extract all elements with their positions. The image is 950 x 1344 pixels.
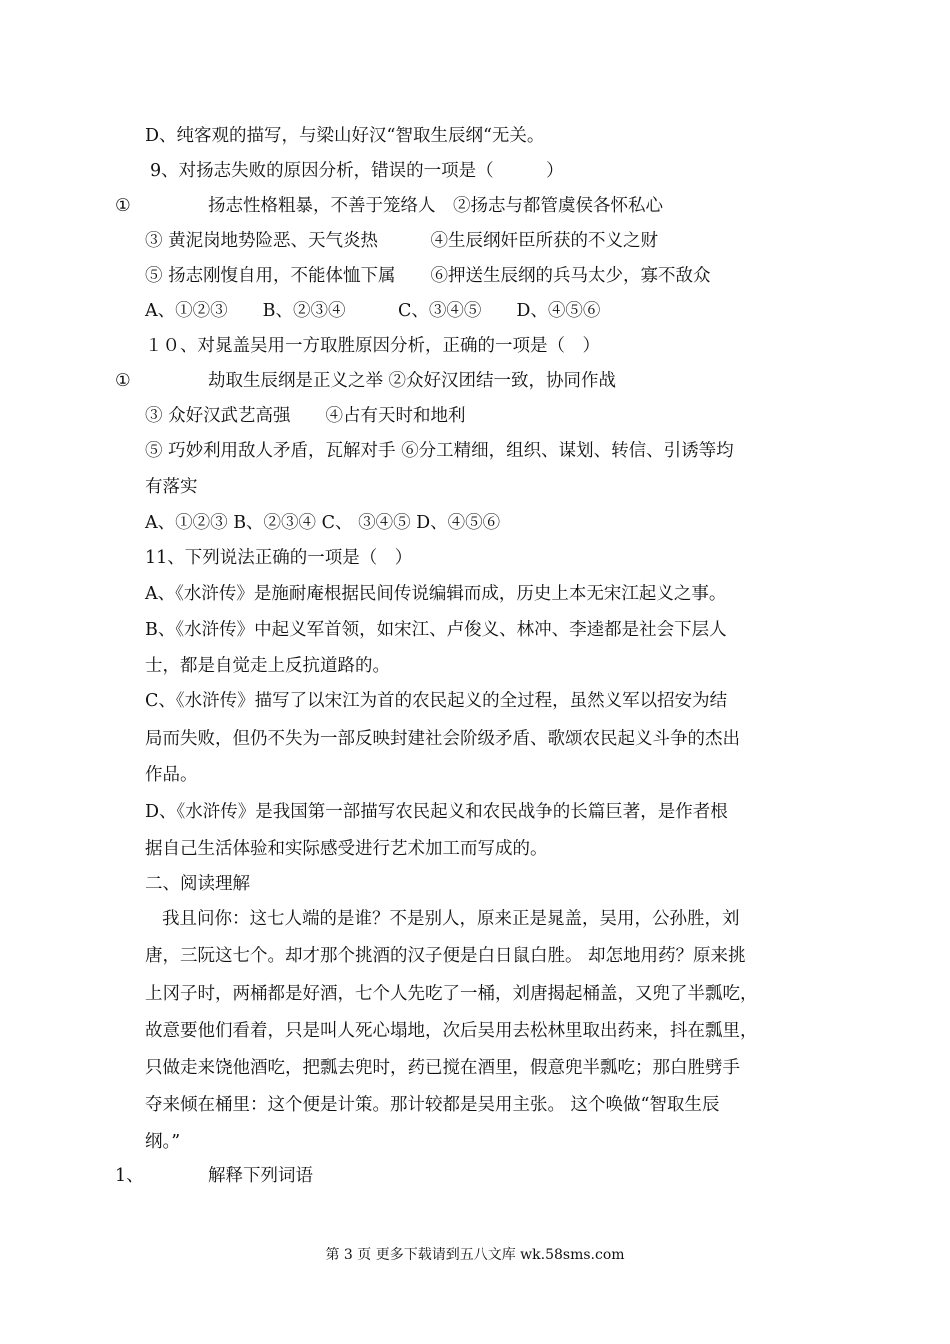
q9-statement-5: ⑤ 扬志刚愎自用，不能体恤下属 ⑥押送生辰纲的兵马太少，寡不敌众	[145, 266, 711, 286]
q9-statement-1	[0, 194, 950, 218]
q11-option-b-cont: 士，都是自觉走上反抗道路的。	[145, 656, 390, 676]
question-9: 9、对扬志失败的原因分析，错误的一项是（ ）	[150, 161, 564, 181]
statement-text: 劫取生辰纲是正义之举 ②众好汉团结一致，协同作战	[208, 371, 617, 391]
option-d-line: D、纯客观的描写，与梁山好汉“智取生辰纲“无关。	[145, 126, 545, 146]
statement-text: 扬志性格粗暴，不善于笼络人 ②扬志与都管虞侯各怀私心	[208, 196, 663, 216]
circled-number: ①	[115, 196, 131, 216]
q10-statement-5-cont: 有落实	[145, 477, 198, 497]
q11-option-c-cont2: 作品。	[145, 765, 198, 785]
question-10: １０、对晁盖吴用一方取胜原因分析，正确的一项是（ ）	[145, 336, 600, 356]
q11-option-d-cont: 据自己生活体验和实际感受进行艺术加工而写成的。	[145, 839, 548, 859]
passage-line-7: 纲。”	[145, 1132, 181, 1152]
q9-statement-3: ③ 黄泥岗地势险恶、天气炎热 ④生辰纲奸臣所获的不义之财	[145, 231, 659, 251]
passage-line-1: 我且问你：这七人端的是谁？不是别人，原来正是晁盖，吴用，公孙胜，刘	[162, 909, 740, 929]
section-heading: 二、阅读理解	[145, 874, 250, 894]
circled-number: ①	[115, 371, 131, 391]
q9-options: A、①②③ B、②③④ C、③④⑤ D、④⑤⑥	[145, 301, 601, 321]
passage-line-4: 故意要他们看着，只是叫人死心塌地，次后吴用去松林里取出药来，抖在瓢里，	[145, 1021, 758, 1041]
q11-option-b: B、《水浒传》中起义军首领，如宋江、卢俊义、林冲、李逵都是社会下层人	[145, 620, 727, 640]
passage-line-5: 只做走来饶他酒吃，把瓢去兜时，药已搅在酒里，假意兜半瓢吃；那白胜劈手	[145, 1058, 740, 1078]
question-11: 11、下列说法正确的一项是（ ）	[145, 548, 413, 568]
passage-line-3: 上冈子时，两桶都是好酒，七个人先吃了一桶，刘唐揭起桶盖，又兜了半瓢吃，	[145, 984, 758, 1004]
page-footer: 第 3 页 更多下载请到五八文库 wk.58sms.com	[325, 1247, 625, 1263]
q11-option-a: A、《水浒传》是施耐庵根据民间传说编辑而成，历史上本无宋江起义之事。	[145, 584, 727, 604]
q11-option-c-cont: 局而失败，但仍不失为一部反映封建社会阶级矛盾、歌颂农民起义斗争的杰出	[145, 729, 740, 749]
item-number: 1、	[115, 1166, 144, 1186]
q10-statement-5: ⑤ 巧妙利用敌人矛盾，瓦解对手 ⑥分工精细，组织、谋划、转信、引诱等均	[145, 441, 734, 461]
passage-line-2: 唐，三阮这七个。却才那个挑酒的汉子便是白日鼠白胜。 却怎地用药？原来挑	[145, 946, 746, 966]
passage-line-6: 夺来倾在桶里：这个便是计策。那计较都是吴用主张。 这个唤做“智取生辰	[145, 1095, 720, 1115]
q11-option-c: C、《水浒传》描写了以宋江为首的农民起义的全过程，虽然义军以招安为结	[145, 691, 728, 711]
q10-options: A、①②③ B、②③④ C、 ③④⑤ D、④⑤⑥	[145, 513, 501, 533]
q10-statement-3: ③ 众好汉武艺高强 ④占有天时和地利	[145, 406, 466, 426]
q11-option-d: D、《水浒传》是我国第一部描写农民起义和农民战争的长篇巨著，是作者根	[145, 802, 728, 822]
q10-statement-1	[0, 369, 950, 393]
task-text: 解释下列词语	[208, 1166, 313, 1186]
task-1-line	[0, 1164, 950, 1188]
